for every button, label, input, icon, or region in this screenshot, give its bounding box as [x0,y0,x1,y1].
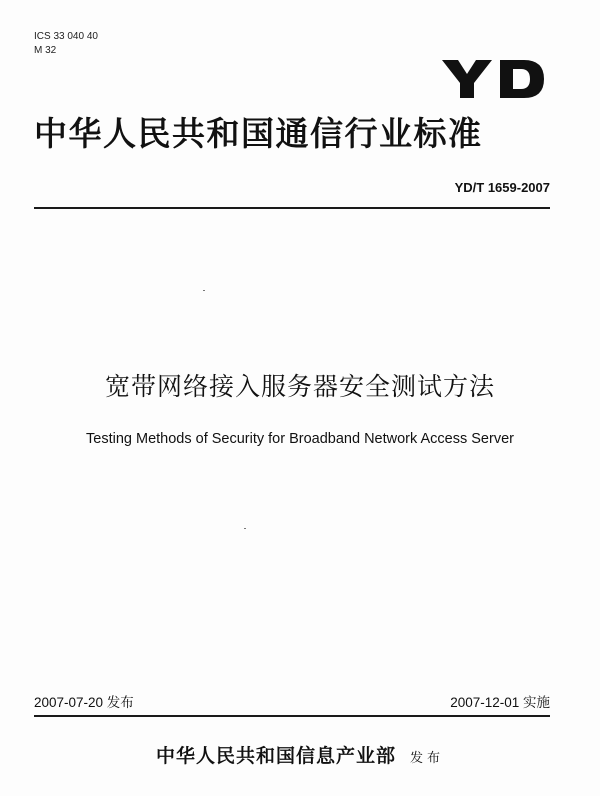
yd-logo-mark [440,56,548,100]
issue-date: 2007-07-20 发布 [34,695,134,710]
footer-divider [34,715,550,717]
scan-speck [244,528,246,529]
document-title-english: Testing Methods of Security for Broadband Network Access Server [86,431,514,447]
classification-codes [34,30,98,58]
issuer-name: 中华人民共和国信息产业部 [155,745,396,767]
ics-code: ICS 33 040 40 [34,31,98,42]
ccs-code: M 32 [34,45,57,56]
issuing-authority [0,744,600,771]
document-title-chinese: 宽带网络接入服务器安全测试方法 [104,372,495,401]
standard-category-title: 中华人民共和国通信行业标准 [34,114,483,153]
scan-speck [203,290,205,291]
header-divider [34,207,550,209]
issuer-action: 发布 [410,751,445,766]
standard-number: YD/T 1659-2007 [454,180,550,195]
implementation-date: 2007-12-01 实施 [450,695,550,710]
yd-logo [440,56,548,100]
